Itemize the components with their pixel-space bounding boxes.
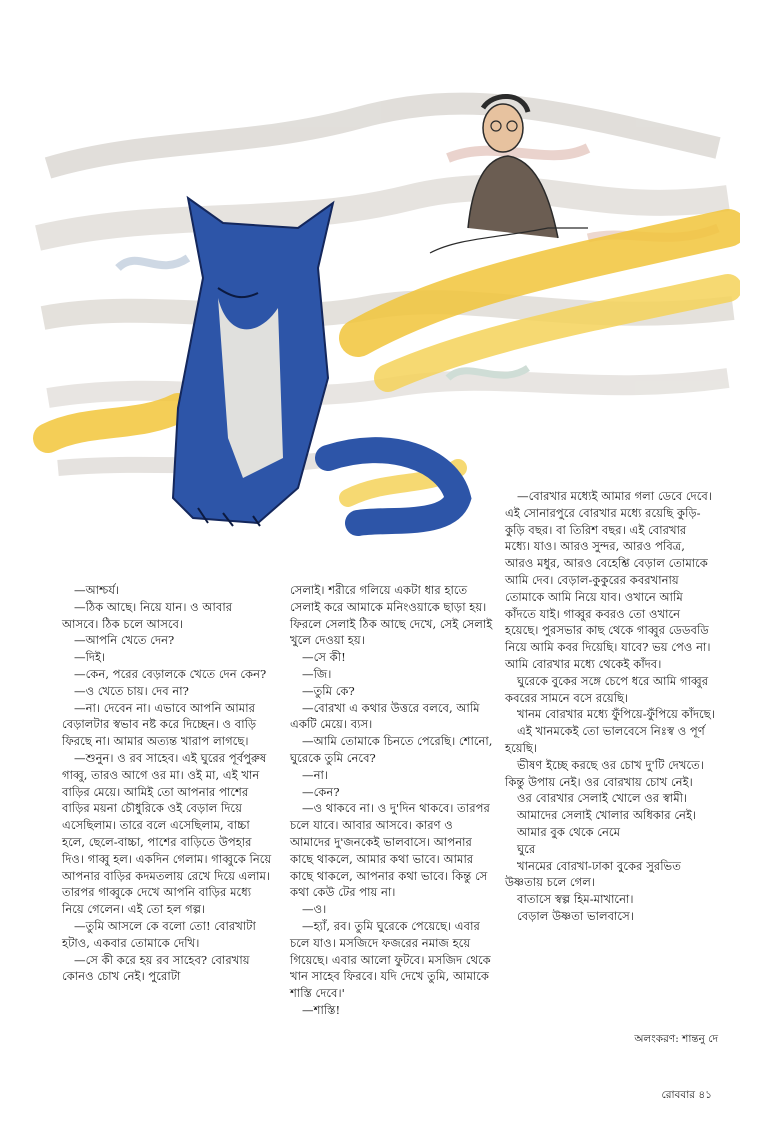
paragraph: খানম বোরখার মধ্যে ফুঁপিয়ে-ফুঁপিয়ে কাঁদছে। <box>517 707 715 722</box>
paragraph: আমাদের সেলাই খোলার অধিকার নেই। <box>517 808 697 823</box>
paragraph: —না। <box>302 767 329 782</box>
paragraph: —আপনি খেতে দেন? <box>74 633 175 648</box>
article-column-3 <box>505 488 715 925</box>
paragraph: ওর বোরখার সেলাই খোলে ওর স্বামী। <box>517 791 688 806</box>
paragraph: —আশ্চর্য। <box>74 583 120 597</box>
paragraph: —কেন? <box>302 784 340 799</box>
paragraph: আমার বুক থেকে নেমে <box>517 824 621 839</box>
paragraph: —জি। <box>302 666 332 681</box>
paragraph: —কেন, পরের বেড়ালকে খেতে দেন কেন? <box>74 666 267 681</box>
paragraph: —শাস্তি! <box>302 1002 341 1017</box>
paragraph: খানমের বোরখা-ঢাকা বুকের সুরভিত উষ্ণতায় চলে গেল। <box>505 858 681 890</box>
paragraph: ঘুরে <box>517 841 536 856</box>
paragraph: —হ্যাঁ, রব। তুমি ঘুরেকে পেয়েছে। এবার চলে যাও। মসজিদে ফজরের নমাজ হয়ে গিয়েছে। এবার আলো ফুটবে। মসজিদ থেকে খান সাহেব ফিরবে। যদি দেখে তুমি, আমাকে শাস্তি দেবে।' <box>290 918 491 1001</box>
paragraph: —শুনুন। ও রব সাহেব। এই ঘুরের পূর্বপুরুষ গাব্বু, তারও আগে ওর মা। ওই মা, এই খান বাড়ির মেয়ে। আমিই তো আপনার পাশের বাড়ির ময়না চৌধুরিকে ওই বেড়াল দিয়ে এসেছিলাম। তারে বলে এসেছিলাম, বাচ্চা হলে, ছেলে-বাচ্চা, পাশের বাড়িতে উপহার দিও। গাব্বু হল। একদিন গেলাম। গাব্বুকে নিয়ে আপনার বাড়ির কদমতলায় রেখে দিয়ে এলাম। তারপর গাব্বুকে দেখে আপনি বাড়ির মধ্যে নিয়ে গেলেন। এই তো হল গল্প। <box>62 750 272 917</box>
paragraph: —ঠিক আছে। নিয়ে যান। ও আবার আসবে। ঠিক চলে আসবে। <box>62 599 233 631</box>
paragraph: —বোরখার মধ্যেই আমার গলা ডেবে দেবে। এই সোনারপুরে বোরখার মধ্যে রয়েছি কুড়ি-কুড়ি বছর। বা তিরিশ বছর। এই বোরখার মধ্যে। যাও। আরও সুন্দর, আরও পবিত্র, আরও মধুর, আরও বেহেশ্তি বেড়াল তোমাকে আমি দেব। বেড়াল-কুকুরের কবরখানায় তোমাকে আমি নিয়ে যাব। ওখানে আমি কাঁদতে যাই। গাব্বুর কবরও তো ওখানে হয়েছে। পুরসভার কাছ থেকে গাব্বুর ডেডবডি নিয়ে আমি কবর দিয়েছি। যাবে? ভয় পেও না। আমি বোরখার মধ্যে থেকেই কাঁদব। <box>505 489 712 671</box>
paragraph: —তুমি কে? <box>302 683 355 698</box>
page-folio: রোববার ৪১ <box>661 1089 712 1101</box>
paragraph: —ও খেতে চায়। দেব না? <box>74 683 189 698</box>
paragraph: —তুমি আসলে কে বলো তো! বোরখাটা হটাও, একবার তোমাকে দেখি। <box>62 918 256 950</box>
article-column-2 <box>290 582 496 1019</box>
paragraph: —আমি তোমাকে চিনতে পেরেছি। শোনো, ঘুরেকে তুমি নেবে? <box>290 734 493 765</box>
paragraph: ভীষণ ইচ্ছে করছে ওর চোখ দু'টি দেখতে। কিন্তু উপায় নেই। ওর বোরখায় চোখ নেই। <box>505 757 704 789</box>
paragraph: এই খানমকেই তো ভালবেসে নিঃস্ব ও পূর্ণ হয়েছি। <box>505 724 705 755</box>
paragraph: —সে কী! <box>302 650 346 665</box>
paragraph: —দিই। <box>74 650 106 665</box>
paragraph: বাতাসে স্বল্প হিম-মাখানো। <box>517 892 634 907</box>
paragraph: সেলাই। শরীরে গলিয়ে একটা ধার হাতে সেলাই করে আমাকে মনিংওয়াকে ছাড়া হয়। ফিরলে সেলাই ঠিক আছে দেখে, সেই সেলাই খুলে দেওয়া হয়। <box>290 583 493 648</box>
paragraph: —বোরখা এ কথার উত্তরে বলবে, আমি একটি মেয়ে। ব্যস। <box>290 700 480 732</box>
paragraph: —ও। <box>302 902 327 917</box>
article-column-1 <box>62 582 272 985</box>
paragraph: —সে কী করে হয় রব সাহেব? বোরখায় কোনও চোখ নেই। পুরোটা <box>62 952 250 984</box>
paragraph: —ও থাকবে না। ও দু'দিন থাকবে। তারপর চলে যাবে। আবার আসবে। কারণ ও আমাদের দু'জনকেই ভালবাসে। আপনার কাছে থাকলে, আমার কথা ভাবে। আমার কাছে থাকলে, আপনার কথা ভাবে। কিন্তু সে কথা কেউ টের পায় না। <box>290 801 490 900</box>
paragraph: বেড়াল উষ্ণতা ভালবাসে। <box>517 908 634 923</box>
paragraph: —না। দেবেন না। এভাবে আপনি আমার বেড়ালটার স্বভাব নষ্ট করে দিচ্ছেন। ও বাড়ি ফিরছে না। আমার অত্যন্ত খারাপ লাগছে। <box>62 700 257 749</box>
paragraph: ঘুরেকে বুকের সঙ্গে চেপে ধরে আমি গাব্বুর কবরের সামনে বসে রয়েছি। <box>505 673 709 705</box>
illustration-credit: অলংকরণ: শান্তনু দে <box>634 1033 718 1045</box>
